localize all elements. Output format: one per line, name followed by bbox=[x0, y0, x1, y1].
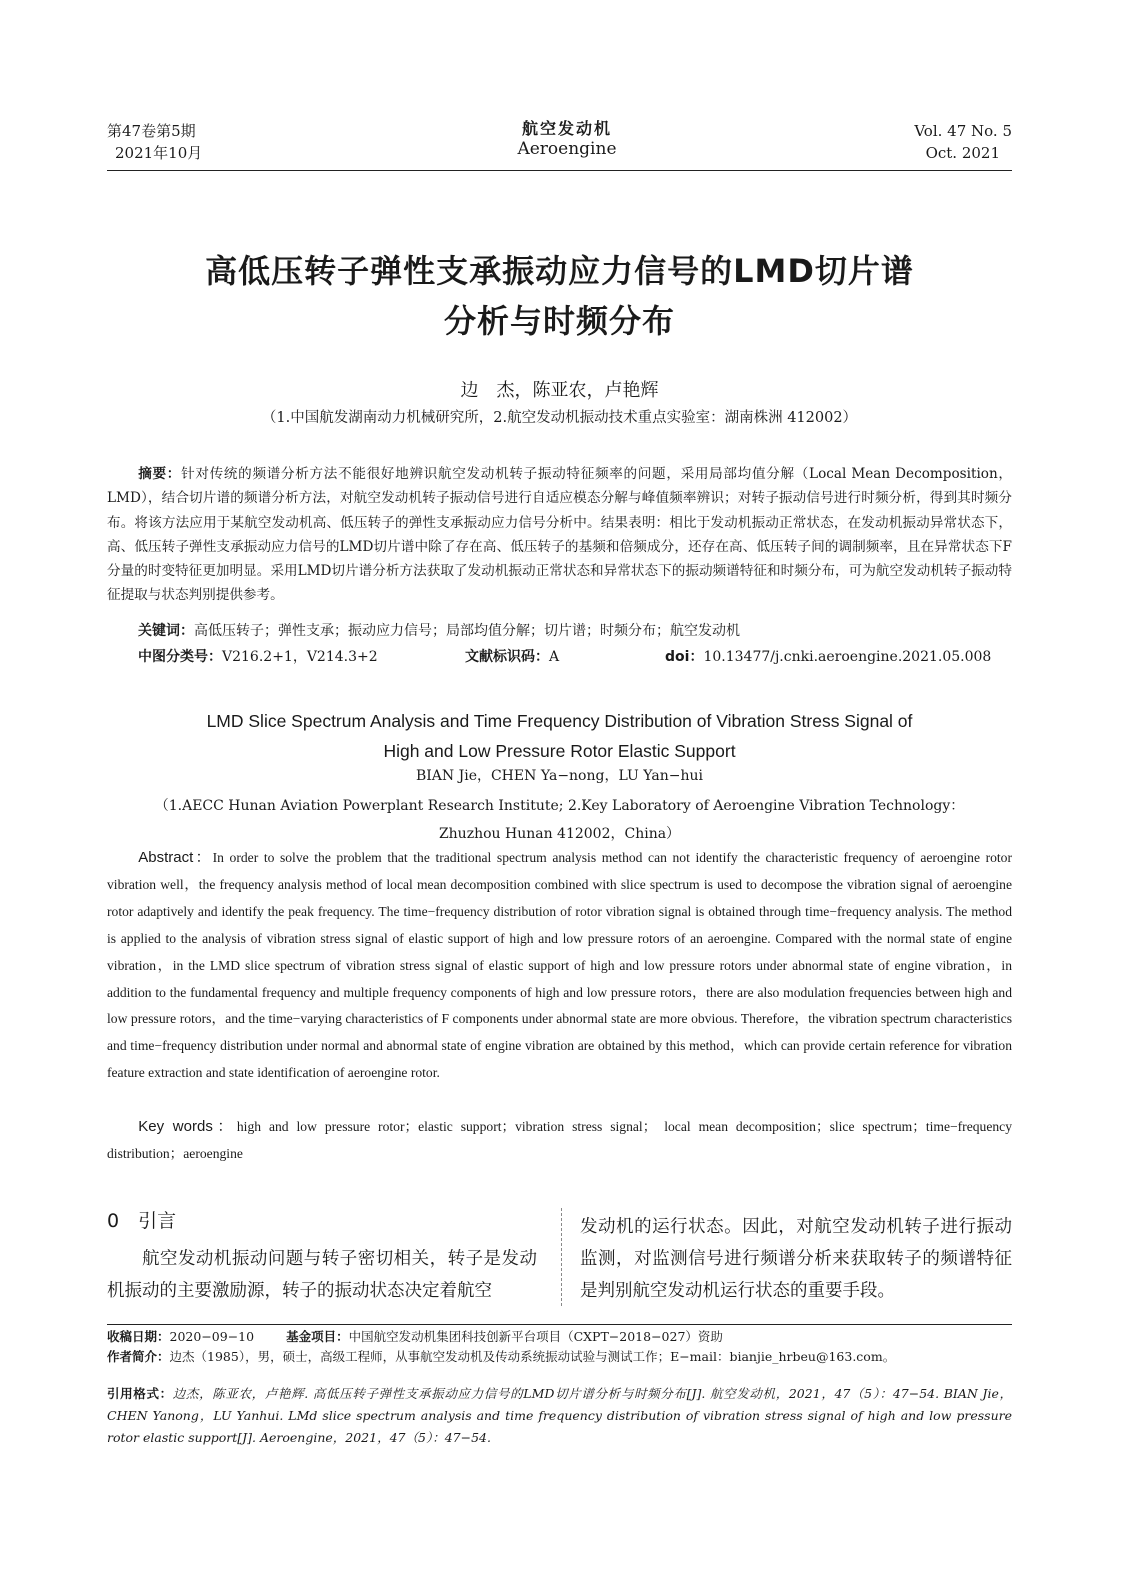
keywords-zh-label: 关键词： bbox=[138, 623, 194, 639]
paper-title bbox=[107, 246, 1012, 346]
journal-name-en: Aeroengine bbox=[517, 139, 617, 159]
header-rule bbox=[107, 170, 1012, 171]
abstract-zh-label: 摘要： bbox=[138, 466, 182, 482]
abstract-en-text: In order to solve the problem that the traditional spectrum analysis method can not identify the characteristic frequency of aeroengine rotor vibration well，the frequency analysis method of local mean decomposition combined with slice spectrum is used to decompose the vibration signal of aeroengine rotor adaptively and identify the peak frequency. The time−frequency distribution of rotor vibration signal is obtained through time−frequency analysis. The method is applied to the analysis of vibration stress signal of elastic support of high and low pressure rotors of an aeroengine. Compared with the normal state of engine vibration，in the LMD slice spectrum of vibration stress signal of elastic support of high and low pressure rotors under abnormal state of engine vibration，in addition to the fundamental frequency and multiple frequency components of high and low pressure rotors，there are also modulation frequencies between high and low pressure rotors，and the time−varying characteristics of F components under abnormal state are more obvious. Therefore，the vibration spectrum characteristics and time−frequency distribution under normal and abnormal state of engine vibration are obtained by this method，which can provide certain reference for vibration feature extraction and state identification of aeroengine rotor. bbox=[107, 850, 1012, 1081]
keywords-en-label: Key words： bbox=[138, 1118, 237, 1135]
doi bbox=[665, 646, 991, 668]
journal-name-zh: 航空发动机 bbox=[521, 119, 612, 138]
doc-label: 文献标识码： bbox=[465, 649, 549, 665]
column-divider bbox=[561, 1208, 562, 1306]
doi-label: doi： bbox=[665, 649, 704, 665]
en-affiliation bbox=[107, 792, 1012, 848]
doi-value: 10.13477/j.cnki.aeroengine.2021.05.008 bbox=[703, 649, 992, 665]
volume-issue-zh: 第47卷第5期 bbox=[107, 122, 196, 140]
received-fund-line bbox=[107, 1326, 1012, 1348]
authors: 边 杰，陈亚农，卢艳辉 bbox=[460, 380, 659, 401]
fund-value: 中国航空发动机集团科技创新平台项目（CXPT−2018−027）资助 bbox=[348, 1329, 723, 1344]
paper-title-line1: 高低压转子弹性支承振动应力信号的LMD切片谱 bbox=[205, 252, 914, 290]
paper-title-line2: 分析与时频分布 bbox=[443, 302, 675, 340]
abstract-en-label: Abstract： bbox=[138, 849, 213, 866]
abstract-zh bbox=[107, 462, 1012, 608]
abstract-en bbox=[107, 845, 1012, 1087]
en-title-line2: High and Low Pressure Rotor Elastic Support bbox=[383, 741, 736, 761]
doc-value: A bbox=[549, 649, 560, 665]
header-center bbox=[437, 116, 697, 159]
author-bio-value: 边杰（1985），男，硕士，高级工程师，从事航空发动机及传动系统振动试验与测试工作；E−mail：bianjie_hrbeu@163.com。 bbox=[169, 1349, 896, 1364]
keywords-en-text: high and low pressure rotor；elastic support；vibration stress signal； local mean decomposition；slice spectrum；time−frequency distribution；aeroengine bbox=[107, 1119, 1012, 1161]
keywords-zh bbox=[138, 620, 1012, 642]
author-bio-line bbox=[107, 1346, 1012, 1368]
volume-issue-en: Vol. 47 No. 5 bbox=[914, 122, 1012, 140]
clc-label: 中图分类号： bbox=[138, 649, 222, 665]
header-left bbox=[107, 120, 307, 164]
intro-right-column: 发动机的运行状态。因此，对航空发动机转子进行振动监测，对监测信号进行频谱分析来获取转子的频谱特征是判别航空发动机运行状态的重要手段。 bbox=[580, 1217, 1012, 1301]
author-bio-label: 作者简介： bbox=[107, 1349, 170, 1364]
en-affiliation-line1: （1.AECC Hunan Aviation Powerplant Research Institute; 2.Key Laboratory of Aeroengine Vibration Technology： bbox=[154, 798, 965, 814]
keywords-en bbox=[107, 1113, 1012, 1167]
received-label: 收稿日期： bbox=[107, 1329, 170, 1344]
citation-value: 边杰，陈亚农，卢艳辉. 高低压转子弹性支承振动应力信号的LMD切片谱分析与时频分布[J]. 航空发动机，2021，47（5）：47−54. BIAN Jie，CHEN Yanong，LU Yanhui. LMd slice spectrum analysis and time frequency distribution of vibration stress signal of high and low pressure rotor elastic support[J]. Aeroengine，2021，47（5）：47−54. bbox=[107, 1386, 1012, 1445]
keywords-zh-text: 高低压转子；弹性支承；振动应力信号；局部均值分解；切片谱；时频分布；航空发动机 bbox=[194, 623, 740, 639]
header-right bbox=[827, 120, 1012, 164]
affiliation: （1.中国航发湖南动力机械研究所，2.航空发动机振动技术重点实验室：湖南株洲 412002） bbox=[261, 410, 858, 426]
en-authors: BIAN Jie，CHEN Ya−nong，LU Yan−hui bbox=[415, 768, 704, 784]
citation-label: 引用格式： bbox=[107, 1386, 173, 1401]
intro-left-column: 航空发动机振动问题与转子密切相关，转子是发动机振动的主要激励源，转子的振动状态决定着航空 bbox=[107, 1249, 537, 1301]
abstract-zh-text: 针对传统的频谱分析方法不能很好地辨识航空发动机转子振动特征频率的问题，采用局部均值分解（Local Mean Decomposition，LMD），结合切片谱的频谱分析方法，对航空发动机转子振动信号进行自适应模态分解与峰值频率辨识；对转子振动信号进行时频分析，得到其时频分布。将该方法应用于某航空发动机高、低压转子的弹性支承振动应力信号分析中。结果表明：相比于发动机振动正常状态，在发动机振动异常状态下，高、低压转子弹性支承振动应力信号的LMD切片谱中除了存在高、低压转子的基频和倍频成分，还存在高、低压转子间的调制频率，且在异常状态下F分量的时变特征更加明显。采用LMD切片谱分析方法获取了发动机振动正常状态和异常状态下的振动频谱特征和时频分布，可为航空发动机转子振动特征提取与状态判别提供参考。 bbox=[107, 466, 1012, 604]
fund-label: 基金项目： bbox=[286, 1329, 349, 1344]
date-en: Oct. 2021 bbox=[925, 144, 1000, 162]
date-zh: 2021年10月 bbox=[115, 144, 203, 162]
en-affiliation-line2: Zhuzhou Hunan 412002，China） bbox=[438, 826, 681, 842]
received-value: 2020−09−10 bbox=[169, 1329, 255, 1344]
clc-value: V216.2+1，V214.3+2 bbox=[222, 649, 378, 665]
doc-code bbox=[465, 646, 559, 668]
section-heading: 0 引言 bbox=[107, 1210, 177, 1232]
clc-code bbox=[138, 646, 378, 668]
en-title bbox=[107, 706, 1012, 766]
en-title-line1: LMD Slice Spectrum Analysis and Time Frequency Distribution of Vibration Stress Signal of bbox=[206, 711, 913, 731]
footnote-rule bbox=[107, 1324, 1012, 1325]
citation bbox=[107, 1383, 1012, 1449]
